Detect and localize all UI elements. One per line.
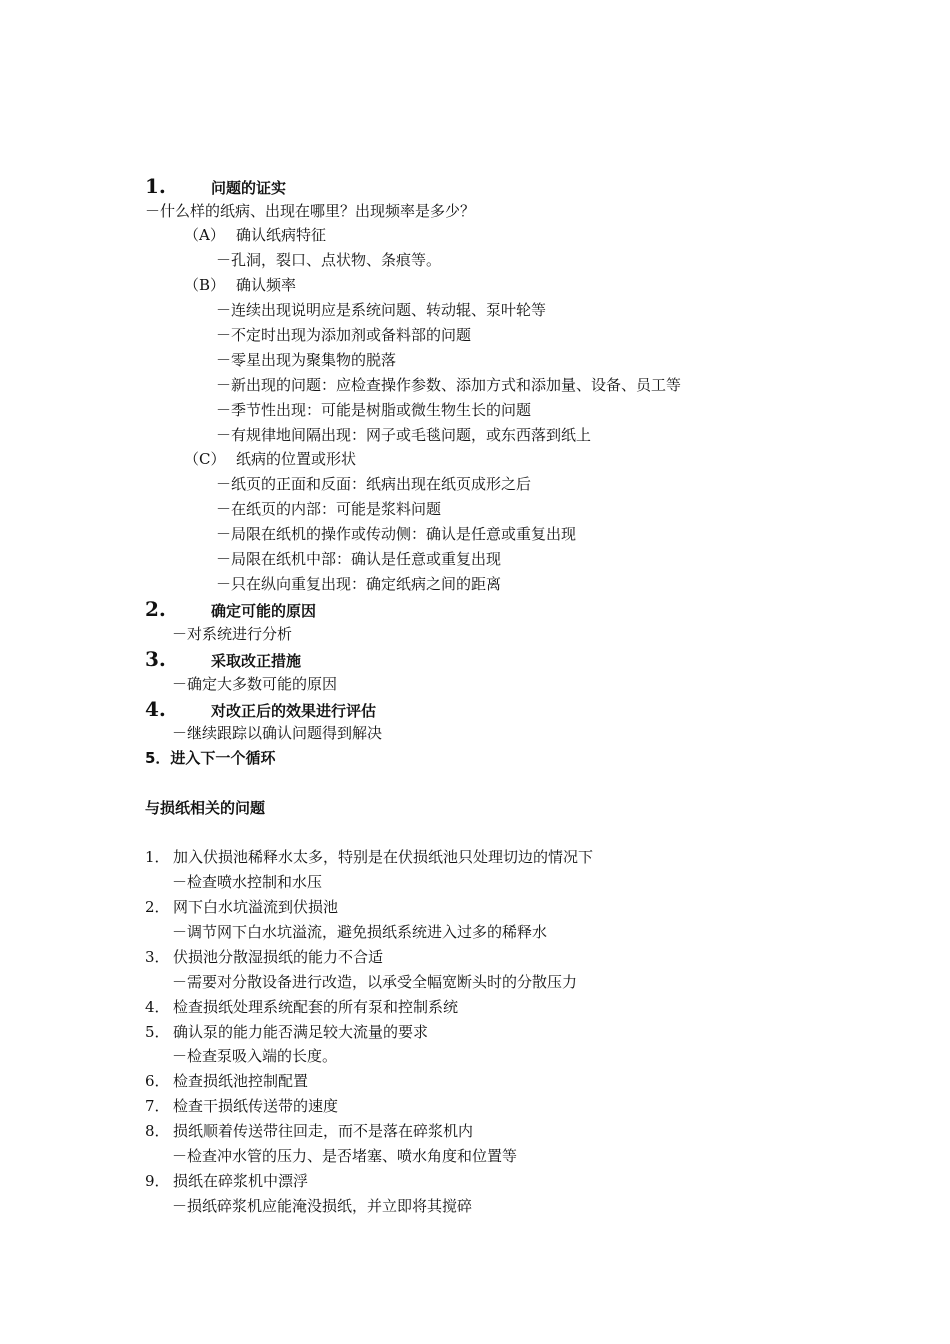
item-note: －检查喷水控制和水压 (172, 873, 323, 891)
step-title: 问题的证实 (211, 179, 287, 197)
list-item: －局限在纸机中部：确认是任意或重复出现 (216, 550, 502, 568)
item-number: 5． (145, 1023, 170, 1041)
list-item (145, 1121, 473, 1141)
subsection-b-heading (184, 275, 296, 295)
list-item (145, 1096, 338, 1116)
step-1-heading (145, 176, 286, 198)
list-item: －季节性出现：可能是树脂或微生物生长的问题 (216, 401, 532, 419)
list-item (145, 897, 338, 917)
item-note: －需要对分散设备进行改造，以承受全幅宽断头时的分散压力 (172, 973, 578, 991)
list-item: －新出现的问题：应检查操作参数、添加方式和添加量、设备、员工等 (216, 376, 682, 394)
step-number: 1. (145, 174, 166, 198)
item-number: 3． (145, 948, 170, 966)
item-note: －检查泵吸入端的长度。 (172, 1047, 338, 1065)
item-note: －调节网下白水坑溢流，避免损纸系统进入过多的稀释水 (172, 923, 548, 941)
list-item: －只在纵向重复出现：确定纸病之间的距离 (216, 575, 502, 593)
list-item: －在纸页的内部：可能是浆料问题 (216, 500, 442, 518)
list-item: －有规律地间隔出现：网子或毛毯问题，或东西落到纸上 (216, 426, 592, 444)
list-item: －孔洞，裂口、点状物、条痕等。 (216, 251, 442, 269)
section-title: 与损纸相关的问题 (145, 799, 266, 817)
item-note: －损纸碎浆机应能淹没损纸，并立即将其搅碎 (172, 1197, 473, 1215)
list-item: －零星出现为聚集物的脱落 (216, 351, 397, 369)
list-item (145, 1022, 428, 1042)
item-text: 伏损池分散湿损纸的能力不合适 (173, 948, 384, 966)
item-text: 检查损纸处理系统配套的所有泵和控制系统 (173, 998, 459, 1016)
list-item (145, 1071, 308, 1091)
item-number: 7． (145, 1097, 170, 1115)
item-number: 8． (145, 1122, 170, 1140)
list-item: －局限在纸机的操作或传动侧：确认是任意或重复出现 (216, 525, 577, 543)
list-item (145, 997, 458, 1017)
step-title: 对改正后的效果进行评估 (211, 702, 377, 720)
item-text: 确认泵的能力能否满足较大流量的要求 (173, 1023, 429, 1041)
item-number: 9． (145, 1172, 170, 1190)
step-3-heading (145, 649, 301, 671)
subsection-title: 确认纸病特征 (236, 226, 327, 244)
subsection-label: （C） (184, 450, 226, 468)
step-3-note: －确定大多数可能的原因 (172, 675, 338, 693)
step-5-heading: 5．进入下一个循环 (145, 749, 276, 767)
item-number: 4． (145, 998, 170, 1016)
item-text: 检查干损纸传送带的速度 (173, 1097, 339, 1115)
list-item: －不定时出现为添加剂或备料部的问题 (216, 326, 472, 344)
step-number: 3. (145, 647, 166, 671)
item-number: 6． (145, 1072, 170, 1090)
step-number: 4. (145, 697, 166, 721)
subsection-a-heading (184, 225, 326, 245)
subsection-title: 确认频率 (236, 276, 297, 294)
item-text: 检查损纸池控制配置 (173, 1072, 309, 1090)
subsection-label: （B） (184, 276, 226, 294)
item-note: －检查冲水管的压力、是否堵塞、喷水角度和位置等 (172, 1147, 518, 1165)
step-4-heading (145, 699, 376, 721)
item-number: 2． (145, 898, 170, 916)
list-item (145, 947, 383, 967)
subsection-title: 纸病的位置或形状 (236, 450, 357, 468)
step-title: 采取改正措施 (211, 652, 302, 670)
item-number: 1． (145, 848, 170, 866)
item-text: 损纸在碎浆机中漂浮 (173, 1172, 309, 1190)
list-item: －连续出现说明应是系统问题、转动辊、泵叶轮等 (216, 301, 547, 319)
subsection-c-heading (184, 449, 356, 469)
list-item (145, 847, 593, 867)
list-item: －纸页的正面和反面：纸病出现在纸页成形之后 (216, 475, 532, 493)
step-1-question: －什么样的纸病、出现在哪里？出现频率是多少？ (145, 202, 476, 220)
item-text: 加入伏损池稀释水太多，特别是在伏损纸池只处理切边的情况下 (173, 848, 594, 866)
step-2-heading (145, 599, 316, 621)
item-text: 网下白水坑溢流到伏损池 (173, 898, 339, 916)
step-4-note: －继续跟踪以确认问题得到解决 (172, 724, 383, 742)
item-text: 损纸顺着传送带往回走，而不是落在碎浆机内 (173, 1122, 474, 1140)
step-2-note: －对系统进行分析 (172, 625, 293, 643)
subsection-label: （A） (184, 226, 225, 244)
step-title: 确定可能的原因 (211, 602, 317, 620)
step-number: 2. (145, 597, 166, 621)
list-item (145, 1171, 308, 1191)
